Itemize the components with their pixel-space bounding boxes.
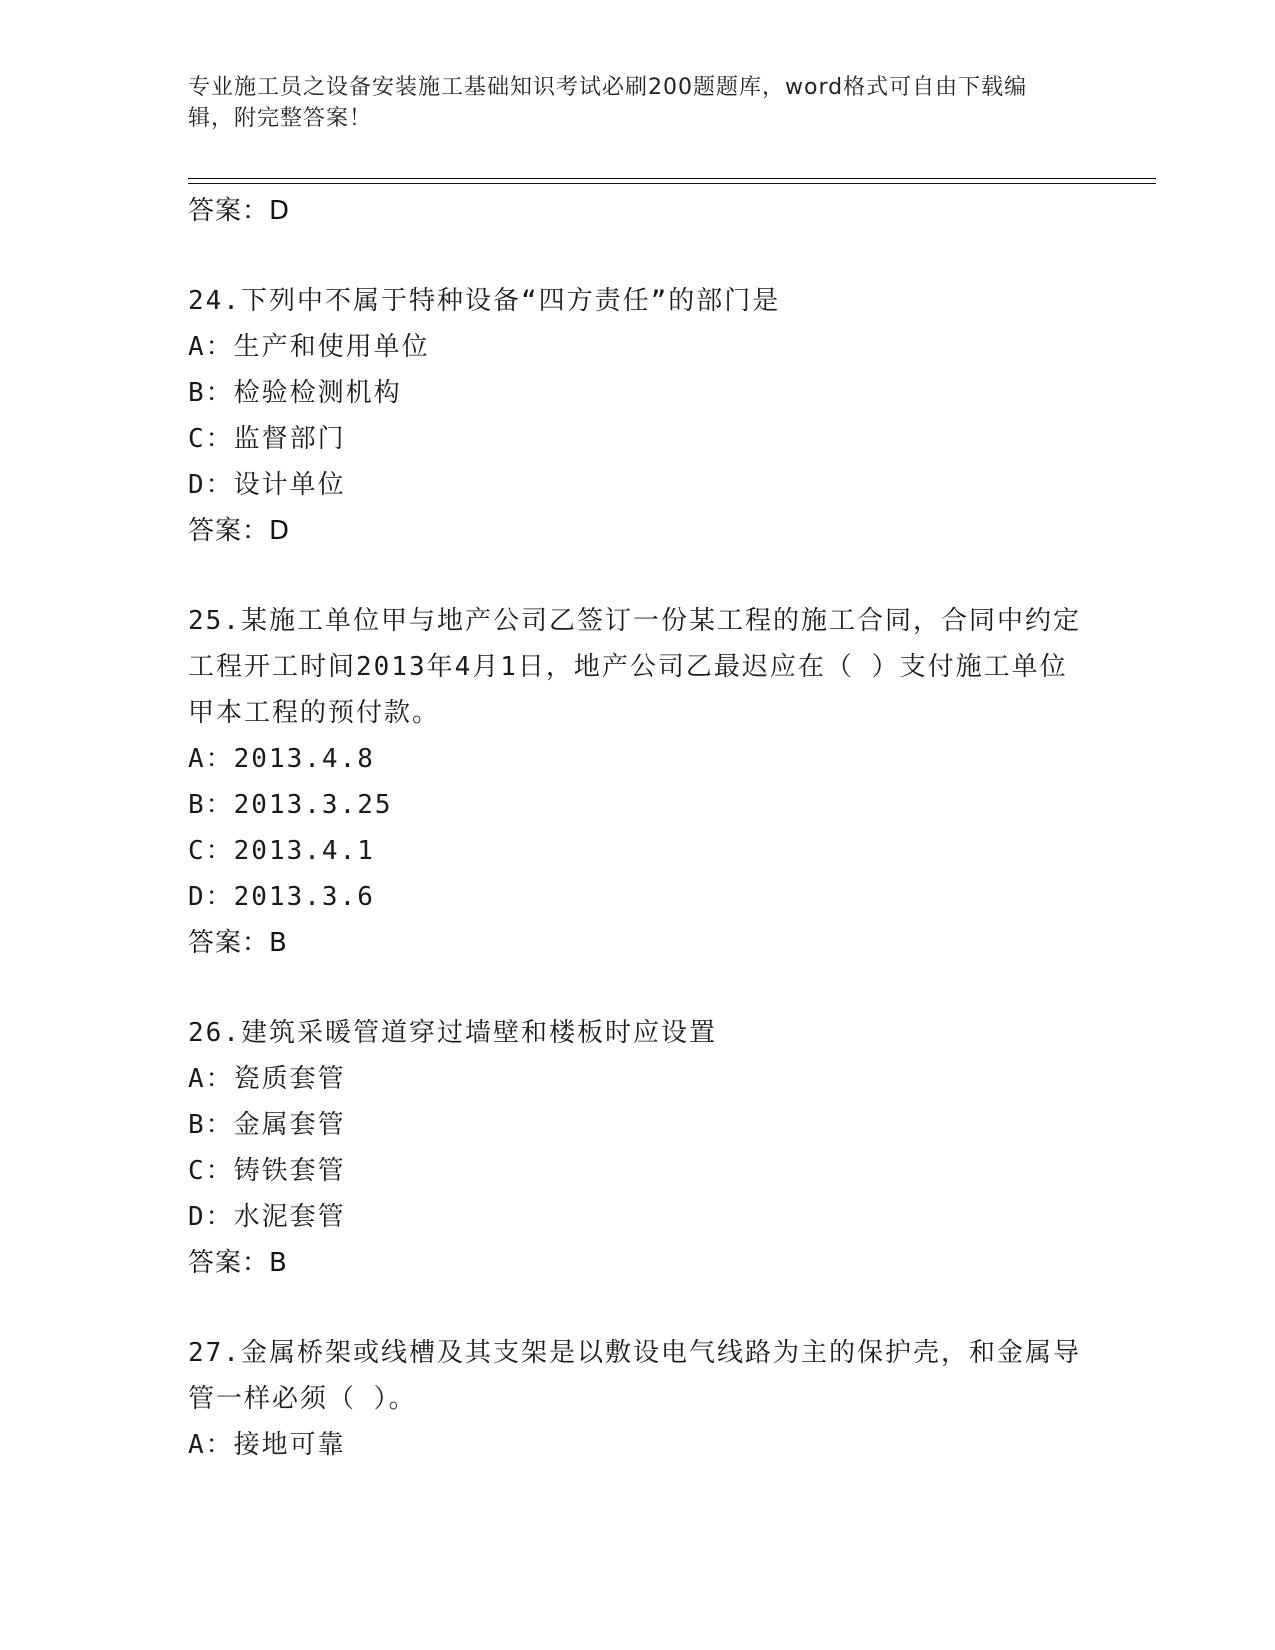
spacer [188,234,1088,278]
option-d: D：设计单位 [188,470,346,500]
option-b: B：2013.3.25 [188,790,393,820]
answer-line: 答案：B [188,928,288,958]
option-a: A：接地可靠 [188,1430,346,1460]
option-c: C：2013.4.1 [188,836,375,866]
question-list [188,188,1088,1468]
header-rule-bottom [188,183,1156,184]
spacer [188,554,1088,598]
question-text: 27.金属桥架或线槽及其支架是以敷设电气线路为主的保护壳，和金属导管一样必须（ ）。 [188,1338,1081,1414]
spacer [188,1286,1088,1330]
question-text: 26.建筑采暖管道穿过墙壁和楼板时应设置 [188,1018,717,1048]
question-26 [188,1010,1088,1286]
option-a: A：瓷质套管 [188,1064,346,1094]
spacer [188,966,1088,1010]
question-24 [188,278,1088,554]
header-rule-top [188,178,1156,179]
previous-answer: 答案：D [188,196,291,226]
document-header: 专业施工员之设备安装施工基础知识考试必刷200题题库，word格式可自由下载编辑，附完整答案！ [188,75,1028,131]
option-c: C：监督部门 [188,424,346,454]
question-25 [188,598,1088,966]
option-b: B：检验检测机构 [188,378,402,408]
option-a: A：2013.4.8 [188,744,375,774]
option-a: A：生产和使用单位 [188,332,430,362]
question-text: 24.下列中不属于特种设备“四方责任”的部门是 [188,286,781,316]
option-d: D：2013.3.6 [188,882,375,912]
question-text: 25.某施工单位甲与地产公司乙签订一份某工程的施工合同，合同中约定工程开工时间2013年4月1日，地产公司乙最迟应在（ ）支付施工单位甲本工程的预付款。 [188,606,1081,728]
answer-line: 答案：B [188,1248,288,1278]
option-d: D：水泥套管 [188,1202,346,1232]
question-27 [188,1330,1088,1468]
option-b: B：金属套管 [188,1110,346,1140]
answer-line: 答案：D [188,516,291,546]
option-c: C：铸铁套管 [188,1156,346,1186]
